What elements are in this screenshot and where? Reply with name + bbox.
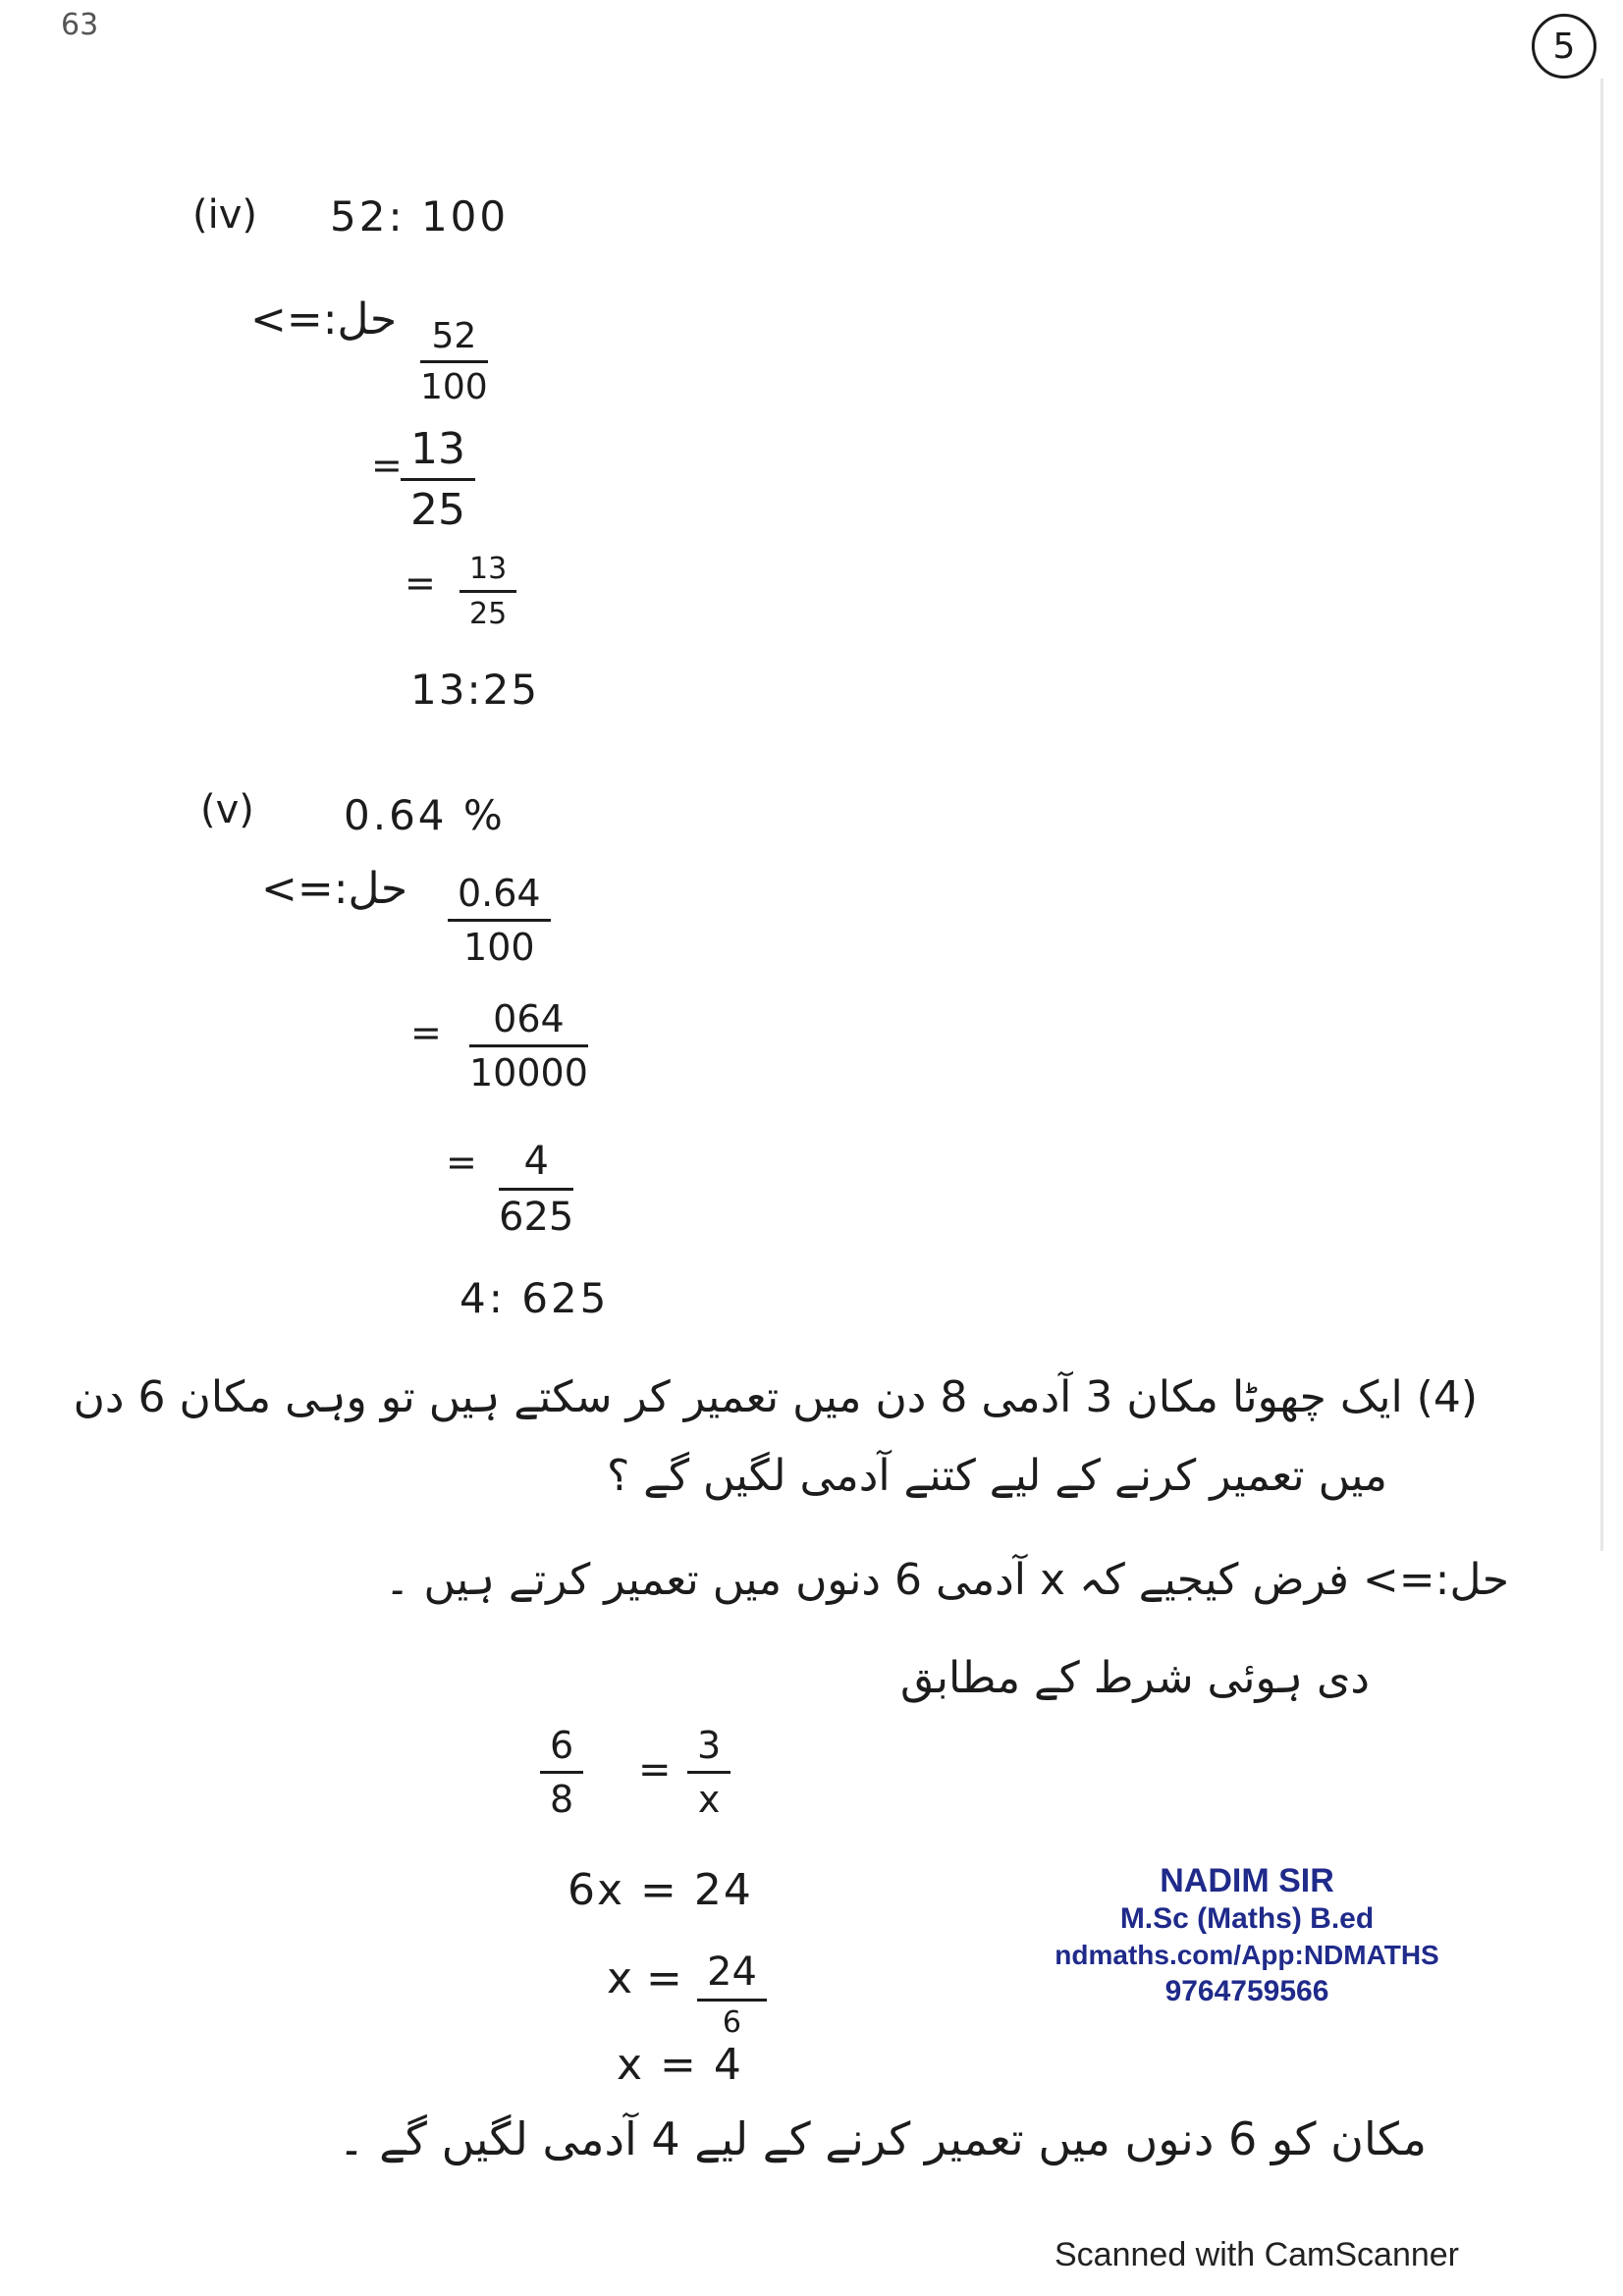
question-4-eq2: 6x = 24 [568, 1865, 753, 1915]
part-iv-label: (iv) [192, 192, 257, 238]
page-edge-line [1600, 79, 1603, 1551]
part-v-step2-numerator: 064 [493, 997, 565, 1041]
corner-page-number: 63 [61, 8, 99, 42]
question-4-solution-line2: دی ہوئی شرط کے مطابق [900, 1653, 1370, 1703]
part-iv-step3 [460, 552, 516, 631]
stamp-website: ndmaths.com/App:NDMATHS [1055, 1940, 1439, 1970]
question-4-eq3-fraction [697, 1949, 767, 2040]
part-iv-step2-numerator: 13 [410, 424, 465, 474]
part-v-step2 [469, 997, 588, 1095]
scanner-watermark: Scanned with CamScanner [1055, 2236, 1460, 2273]
question-4-eq4: x = 4 [617, 2040, 743, 2090]
question-4-solution-line1: حل:=> فرض کیجیے کہ x آدمی 6 دنوں میں تعمیر کرتے ہیں ۔ [384, 1555, 1509, 1605]
part-iv-step3-equals: = [405, 561, 436, 605]
page-number: 5 [1552, 26, 1576, 67]
part-iv-step2 [401, 424, 475, 535]
part-iv-step2-equals: = [371, 444, 403, 487]
part-v-step3-numerator: 4 [523, 1139, 549, 1184]
eq1-rhs-denominator: x [697, 1778, 721, 1821]
part-v-label: (v) [200, 787, 254, 832]
part-v-answer: 4: 625 [460, 1274, 610, 1322]
part-v-step3-denominator: 625 [499, 1195, 574, 1240]
part-iv-step3-denominator: 25 [469, 597, 508, 631]
question-4-eq1-equals: = [638, 1747, 672, 1792]
question-4-line2: میں تعمیر کرنے کے لیے کتنے آدمی لگیں گے ؟ [606, 1451, 1387, 1501]
eq3-numerator: 24 [707, 1949, 757, 1995]
part-iv-step2-denominator: 25 [410, 485, 465, 535]
part-v-step2-denominator: 10000 [469, 1051, 588, 1095]
question-4-conclusion: مکان کو 6 دنوں میں تعمیر کرنے کے لیے 4 آدمی لگیں گے ۔ [338, 2112, 1427, 2165]
eq3-denominator: 6 [722, 2005, 741, 2040]
part-v-step1-denominator: 100 [463, 926, 535, 969]
eq1-lhs-numerator: 6 [550, 1724, 574, 1767]
part-iv-answer: 13:25 [410, 666, 540, 714]
question-4-line1: (4) ایک چھوٹا مکان 3 آدمی 8 دن میں تعمیر کر سکتے ہیں تو وہی مکان 6 دن [73, 1372, 1478, 1422]
eq1-rhs-numerator: 3 [697, 1724, 722, 1767]
part-iv-step1-numerator: 52 [431, 316, 477, 356]
question-4-eq1-rhs [687, 1724, 730, 1821]
part-v-step1 [448, 872, 551, 969]
part-iv-step1 [420, 316, 488, 407]
part-iv-solution-marker: حل:=> [250, 294, 398, 345]
teacher-stamp [1041, 1861, 1453, 2010]
eq1-lhs-denominator: 8 [550, 1778, 574, 1821]
part-v-step3 [499, 1139, 573, 1240]
part-v-step1-numerator: 0.64 [458, 872, 541, 915]
part-iv-step3-numerator: 13 [469, 552, 508, 586]
stamp-phone: 9764759566 [1164, 1975, 1329, 2007]
part-iv-step1-denominator: 100 [420, 367, 488, 407]
part-v-question: 0.64 % [344, 791, 506, 839]
stamp-name: NADIM SIR [1160, 1862, 1334, 1899]
question-4-eq3-lhs: x = [607, 1953, 682, 2003]
question-4-eq1-lhs [540, 1724, 583, 1821]
part-iv-question: 52: 100 [330, 192, 510, 240]
stamp-degree: M.Sc (Maths) B.ed [1119, 1902, 1375, 1935]
part-v-solution-marker: حل:=> [261, 864, 408, 914]
part-v-step2-equals: = [410, 1011, 442, 1054]
page-number-circle [1532, 14, 1596, 79]
part-v-step3-equals: = [446, 1141, 477, 1184]
